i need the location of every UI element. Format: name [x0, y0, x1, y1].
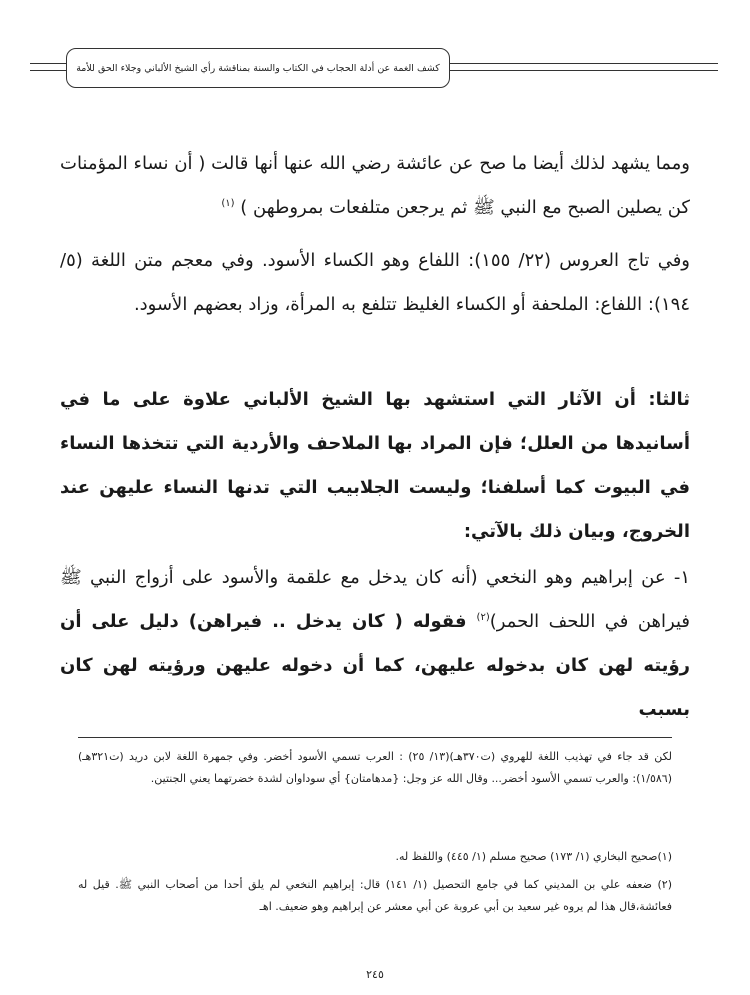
paragraph-4-text-after: فقوله ( كان يدخل .. فيراهن) دليل على أن رؤيته لهن كان بدخوله عليهن، كما أن دخوله عليهن ورؤيته لهن كان بسبب — [60, 611, 690, 720]
paragraph-1 — [60, 142, 690, 230]
header-rule-left — [30, 63, 68, 71]
paragraph-2 — [60, 239, 690, 327]
paragraph-1-text: ومما يشهد لذلك أيضا ما صح عن عائشة رضي الله عنها أنها قالت ( أن نساء المؤمنات كن يصلين الصبح مع النبي ﷺ ثم يرجعن متلفعات بمروطهن ) — [60, 153, 690, 218]
page-number: ٢٤٥ — [366, 968, 384, 981]
paragraph-4 — [60, 556, 690, 732]
paragraph-4-text-before: ١- عن إبراهيم وهو النخعي (أنه كان يدخل مع علقمة والأسود على أزواج النبي ﷺ فيراهن في اللحف الحمر) — [60, 567, 690, 632]
paragraph-3 — [60, 378, 690, 554]
footnote-1: (١)صحيح البخاري (١/ ١٧٣) صحيح مسلم (١/ ٤٤٥) واللفظ له. — [395, 850, 672, 863]
footnote-ref-2: (٢) — [476, 612, 490, 623]
footnote-2: (٢) ضعفه علي بن المديني كما في جامع التحصيل (١/ ١٤١) قال: إبراهيم النخعي لم يلق أحدا من أصحاب النبي ﷺ. قيل له فعائشة،قال هذا لم يروه غير سعيد بن أبي عروبة عن أبي معشر عن إبراهيم وهو ضعيف. اهـ — [78, 878, 672, 913]
header-title: كشف الغمة عن أدلة الحجاب في الكتاب والسنة بمناقشة رأي الشيخ الألباني وجلاء الحق للأمة — [76, 62, 440, 74]
paragraph-2-text: وفي تاج العروس (٢٢/ ١٥٥): اللفاع وهو الكساء الأسود. وفي معجم متن اللغة (٥/ ١٩٤): اللفاع: الملحفة أو الكساء الغليظ تتلفع به المرأة، وزاد بعضهم الأسود. — [60, 250, 690, 315]
footnote-separator — [78, 737, 672, 738]
running-header — [66, 48, 450, 88]
footnote-continuation: لكن قد جاء في تهذيب اللغة للهروي (ت٣٧٠هـ)(١٣/ ٢٥) : العرب تسمي الأسود أخضر. وفي جمهرة اللغة لابن دريد (ت٣٢١هـ)(١/٥٨٦): والعرب تسمي الأسود أخضر... وقال الله عز وجل: {مدهامتان} أي سوداوان لشدة خضرتهما يعني الجنتين. — [78, 750, 672, 785]
paragraph-3-text: ثالثا: أن الآثار التي استشهد بها الشيخ الألباني علاوة على ما في أسانيدها من العلل؛ فإن المراد بها الملاحف والأردية التي تتخذها النساء في البيوت كما أسلفنا؛ وليست الجلابيب التي تدنها النساء عليهن عند الخروج، وبيان ذلك بالآتي: — [60, 389, 690, 542]
header-rule-right — [448, 63, 718, 71]
footnote-ref-1: (١) — [221, 198, 235, 209]
